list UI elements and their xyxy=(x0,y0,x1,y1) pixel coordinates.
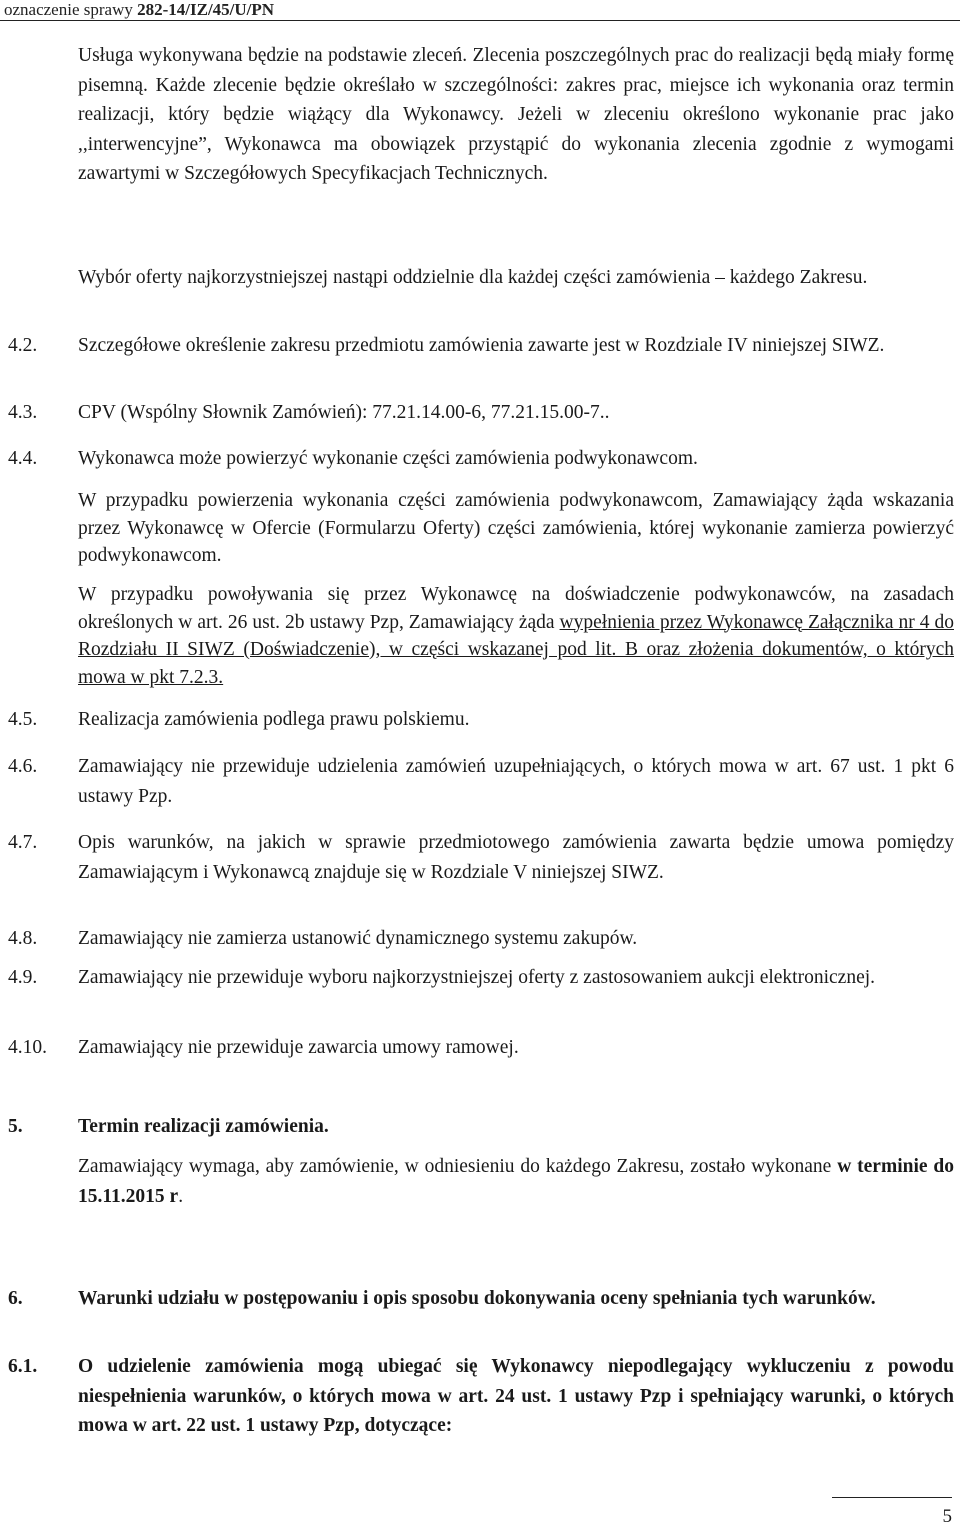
item-text-4-7: Opis warunków, na jakich w sprawie przedmiotowego zamówienia zawarta będzie umowa pomiędzy Zamawiającym i Wykonawcą znajduje się w Rozdziale V niniejszej SIWZ. xyxy=(78,832,954,883)
item-4-4-paragraph-3 xyxy=(78,581,954,691)
section-5-deadline: w terminie do 15.11.2015 r xyxy=(78,1156,954,1207)
case-reference xyxy=(4,0,274,20)
section-6-1-text: O udzielenie zamówienia mogą ubiegać się Wykonawcy niepodlegający wykluczeniu z powodu niespełnienia warunków, o których mowa w art. 24 ust. 1 ustawy Pzp i spełniający warunki, o których mowa w art. 22 ust. 1 ustawy Pzp, dotyczące: xyxy=(78,1356,954,1436)
section-5-text xyxy=(78,1152,954,1211)
section-5-text-end: . xyxy=(178,1185,184,1207)
item-text-4-8: Zamawiający nie zamierza ustanowić dynamicznego systemu zakupów. xyxy=(78,928,638,949)
section-5-text-plain: Zamawiający wymaga, aby zamówienie, w odniesieniu do każdego Zakresu, zostało wykonane xyxy=(78,1156,838,1177)
item-number-4-4: 4.4. xyxy=(8,448,38,469)
section-5-number: 5. xyxy=(8,1116,23,1137)
intro-paragraph-1: Usługa wykonywana będzie na podstawie zleceń. Zlecenia poszczególnych prac do realizacji będą miały formę pisemną. Każde zlecenie będzie określało w szczególności: zakres prac, miejsce ich wykonania oraz termin realizacji, który będzie wiążący dla Wykonawcy. Jeżeli w zleceniu określono wykonanie prac jako ,,interwencyjne”, Wykonawca ma obowiązek przystąpić do wykonania zlecenia zgodnie z wymogami zawartymi w Szczegółowych Specyfikacjach Technicznych. xyxy=(78,45,954,184)
section-6-1-number: 6.1. xyxy=(8,1356,38,1377)
item-number-4-7: 4.7. xyxy=(8,832,38,853)
item-text-4-9: Zamawiający nie przewiduje wyboru najkorzystniejszej oferty z zastosowaniem aukcji elektronicznej. xyxy=(78,967,876,988)
item-number-4-6: 4.6. xyxy=(8,756,38,777)
section-5-title: Termin realizacji zamówienia. xyxy=(78,1116,329,1137)
item-number-4-9: 4.9. xyxy=(8,967,38,988)
section-6-number: 6. xyxy=(8,1288,23,1309)
item-number-4-10: 4.10. xyxy=(8,1037,47,1058)
paragraph-3-plain: W przypadku powoływania się przez Wykonawcę na doświadczenie podwykonawców, na zasadach określonych w art. 26 ust. 2b ustawy Pzp, Zamawiający żąda xyxy=(78,584,954,633)
case-number: 282-14/IZ/45/U/PN xyxy=(137,0,275,19)
item-text-4-6: Zamawiający nie przewiduje udzielenia zamówień uzupełniających, o których mowa w art. 67 ust. 1 pkt 6 ustawy Pzp. xyxy=(78,756,954,807)
item-number-4-5: 4.5. xyxy=(8,709,38,730)
intro-paragraph-2: Wybór oferty najkorzystniejszej nastąpi oddzielnie dla każdej części zamówienia – każdego Zakresu. xyxy=(78,267,868,288)
item-text-4-4: Wykonawca może powierzyć wykonanie części zamówienia podwykonawcom. xyxy=(78,448,698,469)
item-text-4-2: Szczegółowe określenie zakresu przedmiotu zamówienia zawarte jest w Rozdziale IV niniejszej SIWZ. xyxy=(78,335,885,356)
item-text-4-5: Realizacja zamówienia podlega prawu polskiemu. xyxy=(78,709,470,730)
item-4-4-paragraph-2: W przypadku powierzenia wykonania części zamówienia podwykonawcom, Zamawiający żąda wskazania przez Wykonawcę w Ofercie (Formularzu Oferty) części zamówienia, której wykonanie zamierza powierzyć podwykonawcom. xyxy=(78,490,954,566)
case-prefix: oznaczenie sprawy xyxy=(4,0,138,19)
item-text-4-10: Zamawiający nie przewiduje zawarcia umowy ramowej. xyxy=(78,1037,519,1058)
section-6-title: Warunki udziału w postępowaniu i opis sposobu dokonywania oceny spełniania tych warunków. xyxy=(78,1288,876,1309)
item-number-4-8: 4.8. xyxy=(8,928,38,949)
item-text-4-3: CPV (Wspólny Słownik Zamówień): 77.21.14.00-6, 77.21.15.00-7.. xyxy=(78,402,610,423)
header-divider xyxy=(0,20,960,21)
page-number: 5 xyxy=(832,1497,952,1528)
item-number-4-2: 4.2. xyxy=(8,335,38,356)
item-number-4-3: 4.3. xyxy=(8,402,38,423)
paragraph-3-underlined: wypełnienia przez Wykonawcę Załącznika nr 4 do Rozdziału II SIWZ (Doświadczenie), w części wskazanej pod lit. B oraz złożenia dokumentów, o których mowa w pkt 7.2.3. xyxy=(78,611,954,688)
